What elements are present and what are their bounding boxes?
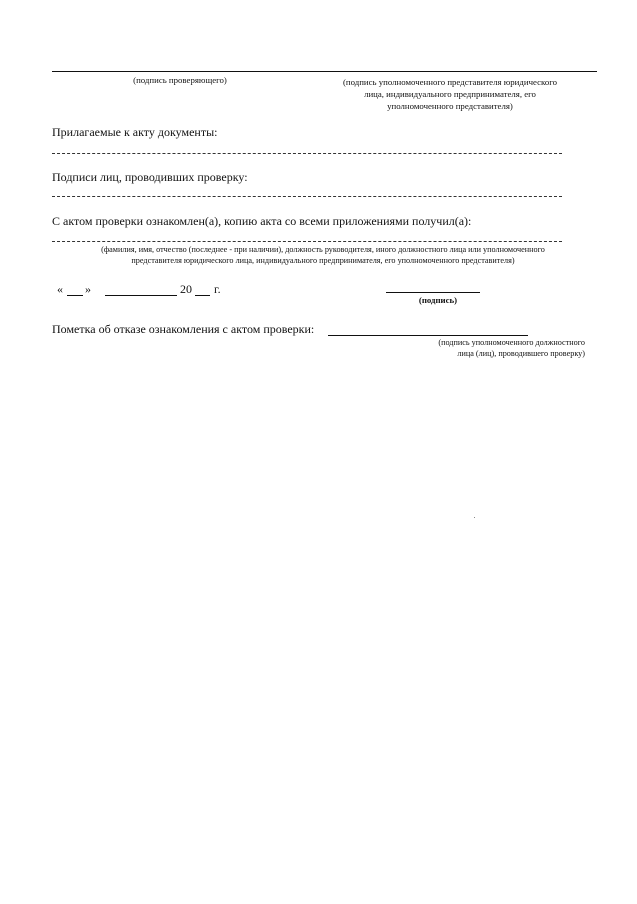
refusal-caption-line-1: (подпись уполномоченного должностного	[438, 338, 585, 347]
date-year-prefix: 20	[180, 282, 192, 296]
attached-documents-label: Прилагаемые к акту документы:	[52, 125, 218, 139]
inspector-signature-caption: (подпись проверяющего)	[133, 75, 227, 85]
acknowledgement-caption-line-1: (фамилия, имя, отчество (последнее - при наличии), должность руководителя, иного должностного лица или уполномоченного	[101, 245, 545, 254]
acknowledgement-name-line[interactable]	[52, 241, 562, 242]
representative-signature-caption	[305, 76, 595, 112]
refusal-signature-line[interactable]	[328, 335, 528, 336]
acknowledgement-signature-line[interactable]	[386, 292, 480, 293]
top-rule	[52, 71, 597, 72]
representative-caption-line-1: (подпись уполномоченного представителя юридического	[342, 77, 558, 87]
acknowledgement-name-caption	[48, 244, 598, 266]
inspectors-signatures-label: Подписи лиц, проводивших проверку:	[52, 170, 248, 184]
acknowledgement-caption-line-2: представителя юридического лица, индивидуального предпринимателя, его уполномоченного представителя)	[131, 256, 515, 265]
date-year-suffix: г.	[214, 282, 221, 296]
date-year-blank[interactable]	[195, 295, 210, 296]
date-open-quote: «	[57, 282, 63, 296]
date-month-blank[interactable]	[105, 295, 177, 296]
date-day-blank[interactable]	[67, 295, 83, 296]
representative-caption-line-2: лица, индивидуального предпринимателя, его	[364, 89, 536, 99]
date-close-quote: »	[85, 282, 91, 296]
scan-speck	[474, 517, 475, 518]
refusal-caption	[380, 337, 585, 359]
acknowledgement-signature-caption: (подпись)	[418, 295, 458, 305]
refusal-caption-line-2: лица (лиц), проводившего проверку)	[457, 349, 585, 358]
inspectors-signatures-line[interactable]	[52, 196, 562, 197]
attached-documents-line[interactable]	[52, 153, 562, 154]
refusal-label: Пометка об отказе ознакомления с актом проверки:	[52, 322, 315, 336]
acknowledgement-label: С актом проверки ознакомлен(а), копию акта со всеми приложениями получил(а):	[52, 214, 472, 228]
representative-caption-line-3: уполномоченного представителя)	[387, 101, 513, 111]
date-field	[57, 282, 257, 300]
